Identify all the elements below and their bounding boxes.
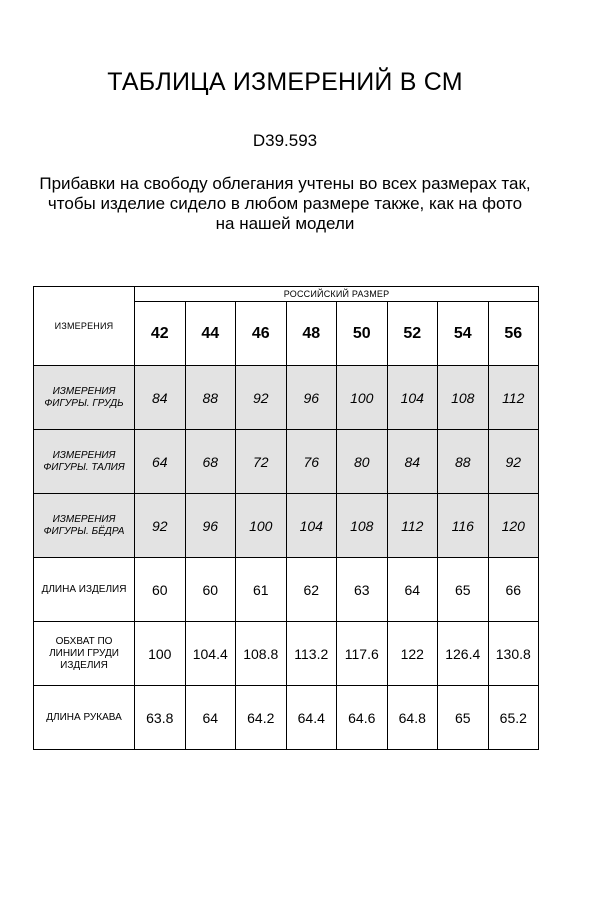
page-title: ТАБЛИЦА ИЗМЕРЕНИЙ В СМ bbox=[107, 68, 463, 96]
table-cell: 64.2 bbox=[236, 686, 287, 750]
size-header-56: 56 bbox=[488, 302, 539, 366]
table-row bbox=[34, 430, 539, 494]
row-label: ДЛИНА РУКАВА bbox=[34, 686, 135, 750]
table-cell: 61 bbox=[236, 558, 287, 622]
table-cell: 108 bbox=[337, 494, 388, 558]
table-cell: 64.6 bbox=[337, 686, 388, 750]
table-cell: 63.8 bbox=[135, 686, 186, 750]
table-cell: 126.4 bbox=[438, 622, 489, 686]
table-cell: 100 bbox=[337, 366, 388, 430]
size-header-54: 54 bbox=[438, 302, 489, 366]
table-cell: 64 bbox=[135, 430, 186, 494]
size-system-header: РОССИЙСКИЙ РАЗМЕР bbox=[135, 287, 539, 302]
table-cell: 60 bbox=[185, 558, 236, 622]
row-label: ОБХВАТ ПО ЛИНИИ ГРУДИ ИЗДЕЛИЯ bbox=[34, 622, 135, 686]
row-label: ИЗМЕРЕНИЯ ФИГУРЫ. ГРУДЬ bbox=[34, 366, 135, 430]
table-cell: 62 bbox=[286, 558, 337, 622]
table-cell: 92 bbox=[488, 430, 539, 494]
table-cell: 104.4 bbox=[185, 622, 236, 686]
table-cell: 108 bbox=[438, 366, 489, 430]
table-cell: 88 bbox=[185, 366, 236, 430]
table-cell: 64 bbox=[185, 686, 236, 750]
article-code: D39.593 bbox=[252, 131, 318, 150]
table-cell: 113.2 bbox=[286, 622, 337, 686]
table-cell: 104 bbox=[286, 494, 337, 558]
table-row bbox=[34, 686, 539, 750]
table-cell: 65.2 bbox=[488, 686, 539, 750]
table-cell: 65 bbox=[438, 686, 489, 750]
size-header-50: 50 bbox=[337, 302, 388, 366]
table-cell: 68 bbox=[185, 430, 236, 494]
table-cell: 64.4 bbox=[286, 686, 337, 750]
table-cell: 84 bbox=[135, 366, 186, 430]
size-chart-table bbox=[33, 286, 539, 750]
table-cell: 120 bbox=[488, 494, 539, 558]
table-cell: 117.6 bbox=[337, 622, 388, 686]
table-cell: 100 bbox=[135, 622, 186, 686]
table-cell: 72 bbox=[236, 430, 287, 494]
measurements-header: ИЗМЕРЕНИЯ bbox=[34, 287, 135, 366]
table-row bbox=[34, 366, 539, 430]
fit-note bbox=[0, 174, 570, 234]
table-cell: 130.8 bbox=[488, 622, 539, 686]
size-header-46: 46 bbox=[236, 302, 287, 366]
fit-note-line: на нашей модели bbox=[215, 214, 355, 233]
table-cell: 66 bbox=[488, 558, 539, 622]
table-cell: 122 bbox=[387, 622, 438, 686]
table-cell: 80 bbox=[337, 430, 388, 494]
table-cell: 76 bbox=[286, 430, 337, 494]
fit-note-line: чтобы изделие сидело в любом размере также, как на фото bbox=[47, 194, 523, 213]
table-cell: 65 bbox=[438, 558, 489, 622]
table-cell: 88 bbox=[438, 430, 489, 494]
row-label: ДЛИНА ИЗДЕЛИЯ bbox=[34, 558, 135, 622]
table-cell: 116 bbox=[438, 494, 489, 558]
table-cell: 96 bbox=[185, 494, 236, 558]
table-cell: 92 bbox=[135, 494, 186, 558]
table-cell: 92 bbox=[236, 366, 287, 430]
table-cell: 96 bbox=[286, 366, 337, 430]
table-cell: 63 bbox=[337, 558, 388, 622]
table-cell: 104 bbox=[387, 366, 438, 430]
row-label: ИЗМЕРЕНИЯ ФИГУРЫ. БЁДРА bbox=[34, 494, 135, 558]
table-row bbox=[34, 494, 539, 558]
table-row bbox=[34, 622, 539, 686]
table-cell: 112 bbox=[488, 366, 539, 430]
row-label: ИЗМЕРЕНИЯ ФИГУРЫ. ТАЛИЯ bbox=[34, 430, 135, 494]
table-cell: 64 bbox=[387, 558, 438, 622]
fit-note-line: Прибавки на свободу облегания учтены во всех размерах так, bbox=[39, 174, 531, 193]
size-system-row bbox=[34, 287, 539, 302]
table-cell: 100 bbox=[236, 494, 287, 558]
size-header-52: 52 bbox=[387, 302, 438, 366]
size-header-42: 42 bbox=[135, 302, 186, 366]
table-cell: 108.8 bbox=[236, 622, 287, 686]
table-cell: 84 bbox=[387, 430, 438, 494]
table-cell: 60 bbox=[135, 558, 186, 622]
size-header-48: 48 bbox=[286, 302, 337, 366]
size-header-44: 44 bbox=[185, 302, 236, 366]
table-cell: 64.8 bbox=[387, 686, 438, 750]
table-cell: 112 bbox=[387, 494, 438, 558]
table-row bbox=[34, 558, 539, 622]
